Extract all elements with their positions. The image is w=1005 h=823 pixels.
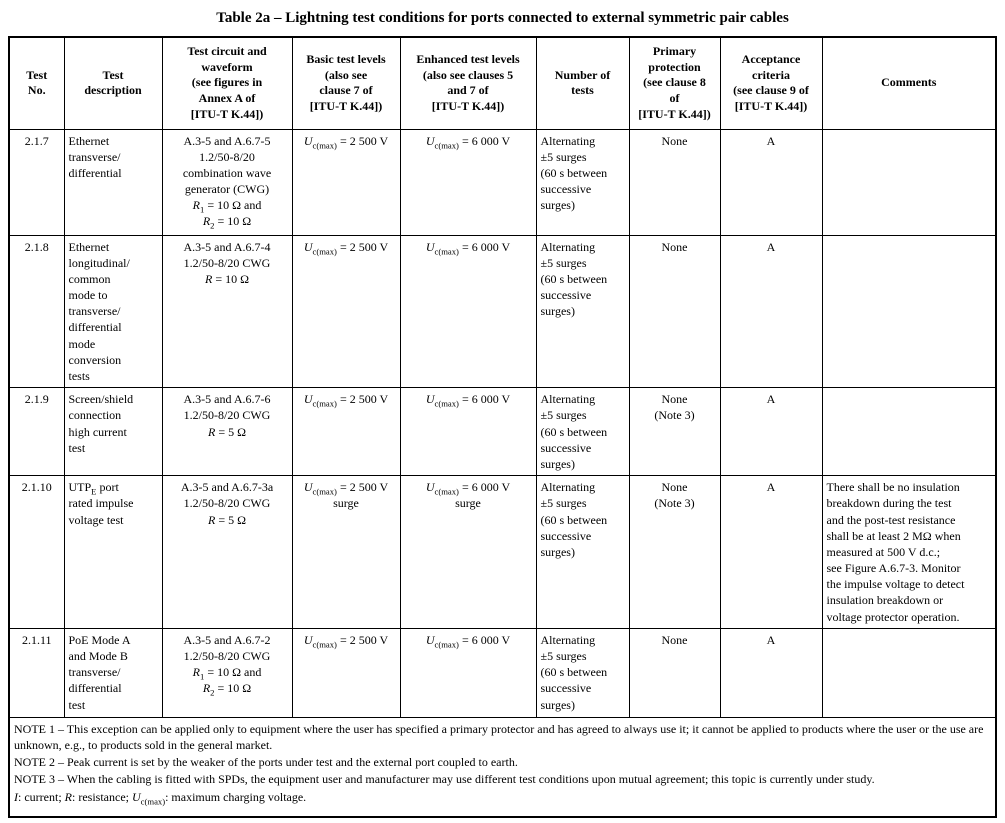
notes-row	[9, 717, 996, 817]
cell-comments	[822, 235, 996, 388]
cell-acceptance-criteria: A	[720, 628, 822, 717]
cell-primary-protection: None (Note 3)	[629, 476, 720, 629]
cell-test-no: 2.1.10	[9, 476, 64, 629]
note-1: NOTE 1 – This exception can be applied only to equipment where the user has specified a primary protector and has agreed to always use it; it cannot be applied to products where the user or the use are unknown, e.g., to products sold in the general market.	[14, 721, 984, 752]
col-header-primary-protection: Primary protection (see clause 8 of [ITU-T K.44])	[629, 37, 720, 129]
col-header-acceptance-criteria: Acceptance criteria (see clause 9 of [ITU-T K.44])	[720, 37, 822, 129]
cell-number-of-tests: Alternating ±5 surges (60 s between successive surges)	[536, 628, 629, 717]
col-header-basic-levels: Basic test levels (also see clause 7 of [ITU-T K.44])	[292, 37, 400, 129]
cell-test-circuit: A.3-5 and A.6.7-6 1.2/50-8/20 CWG R = 5 Ω	[162, 388, 292, 476]
cell-number-of-tests: Alternating ±5 surges (60 s between successive surges)	[536, 476, 629, 629]
cell-test-no: 2.1.9	[9, 388, 64, 476]
cell-test-circuit: A.3-5 and A.6.7-4 1.2/50-8/20 CWG R = 10 Ω	[162, 235, 292, 388]
cell-test-description: $UTP_E$ port rated impulse voltage test	[64, 476, 162, 629]
cell-enhanced-level: $U_{c(max)} = 6$ 000 V	[400, 388, 536, 476]
table-row	[9, 235, 996, 388]
col-header-test-no: Test No.	[9, 37, 64, 129]
cell-test-description: Ethernet transverse/ differential	[64, 129, 162, 235]
cell-primary-protection: None	[629, 235, 720, 388]
cell-test-description: Ethernet longitudinal/ common mode to transverse/ differential mode conversion tests	[64, 235, 162, 388]
cell-number-of-tests: Alternating ±5 surges (60 s between successive surges)	[536, 235, 629, 388]
cell-test-description: PoE Mode A and Mode B transverse/ differential test	[64, 628, 162, 717]
table-row	[9, 628, 996, 717]
lightning-test-table	[8, 36, 997, 818]
cell-primary-protection: None	[629, 129, 720, 235]
cell-test-description: Screen/shield connection high current test	[64, 388, 162, 476]
col-header-number-of-tests: Number of tests	[536, 37, 629, 129]
cell-basic-level: $U_{c(max)} = 2$ 500 V	[292, 235, 400, 388]
cell-enhanced-level: $U_{c(max)} = 6$ 000 V	[400, 235, 536, 388]
cell-basic-level: $U_{c(max)} = 2$ 500 V	[292, 388, 400, 476]
cell-primary-protection: None	[629, 628, 720, 717]
cell-test-no: 2.1.11	[9, 628, 64, 717]
cell-enhanced-level: $U_{c(max)} = 6$ 000 V	[400, 628, 536, 717]
cell-comments	[822, 388, 996, 476]
table-row	[9, 388, 996, 476]
cell-enhanced-level: $U_{c(max)} = 6$ 000 V	[400, 129, 536, 235]
col-header-comments: Comments	[822, 37, 996, 129]
cell-basic-level: $U_{c(max)} = 2$ 500 V	[292, 628, 400, 717]
cell-acceptance-criteria: A	[720, 388, 822, 476]
cell-acceptance-criteria: A	[720, 476, 822, 629]
cell-comments	[822, 628, 996, 717]
cell-test-no: 2.1.7	[9, 129, 64, 235]
cell-enhanced-level: $U_{c(max)} = 6$ 000 V surge	[400, 476, 536, 629]
col-header-enhanced-levels: Enhanced test levels (also see clauses 5 and 7 of [ITU-T K.44])	[400, 37, 536, 129]
cell-comments	[822, 129, 996, 235]
col-header-test-circuit: Test circuit and waveform (see figures in Annex A of [ITU-T K.44])	[162, 37, 292, 129]
cell-test-circuit: A.3-5 and A.6.7-2 1.2/50-8/20 CWG $R_1 = 10$ Ω and $R_2 = 10$ Ω	[162, 628, 292, 717]
cell-number-of-tests: Alternating ±5 surges (60 s between successive surges)	[536, 388, 629, 476]
cell-number-of-tests: Alternating ±5 surges (60 s between successive surges)	[536, 129, 629, 235]
cell-basic-level: $U_{c(max)} = 2$ 500 V surge	[292, 476, 400, 629]
cell-test-circuit: A.3-5 and A.6.7-3a 1.2/50-8/20 CWG R = 5 Ω	[162, 476, 292, 629]
note-3: NOTE 3 – When the cabling is fitted with SPDs, the equipment user and manufacturer may use different test conditions upon mutual agreement; this topic is currently under study.	[14, 772, 875, 787]
col-header-test-description: Test description	[64, 37, 162, 129]
symbols-legend: I: current; R: resistance; $U_{c(max)}$: maximum charging voltage.	[14, 789, 307, 806]
cell-primary-protection: None (Note 3)	[629, 388, 720, 476]
cell-basic-level: $U_{c(max)} = 2$ 500 V	[292, 129, 400, 235]
cell-test-circuit: A.3-5 and A.6.7-5 1.2/50-8/20 combination wave generator (CWG) $R_1 = 10$ Ω and $R_2 = 10$ Ω	[162, 129, 292, 235]
header-row	[9, 37, 996, 129]
cell-test-no: 2.1.8	[9, 235, 64, 388]
notes-cell	[9, 717, 996, 817]
table-row	[9, 476, 996, 629]
note-2: NOTE 2 – Peak current is set by the weaker of the ports under test and the external port coupled to earth.	[14, 755, 518, 770]
table-title: Table 2a – Lightning test conditions for ports connected to external symmetric pair cables	[216, 10, 789, 26]
cell-acceptance-criteria: A	[720, 235, 822, 388]
table-row	[9, 129, 996, 235]
cell-acceptance-criteria: A	[720, 129, 822, 235]
cell-comments: There shall be no insulation breakdown during the test and the post-test resistance shall be at least 2 MΩ when measured at 500 V d.c.; see Figure A.6.7-3. Monitor the impulse voltage to detect insulation breakdown or voltage protector operation.	[822, 476, 996, 629]
